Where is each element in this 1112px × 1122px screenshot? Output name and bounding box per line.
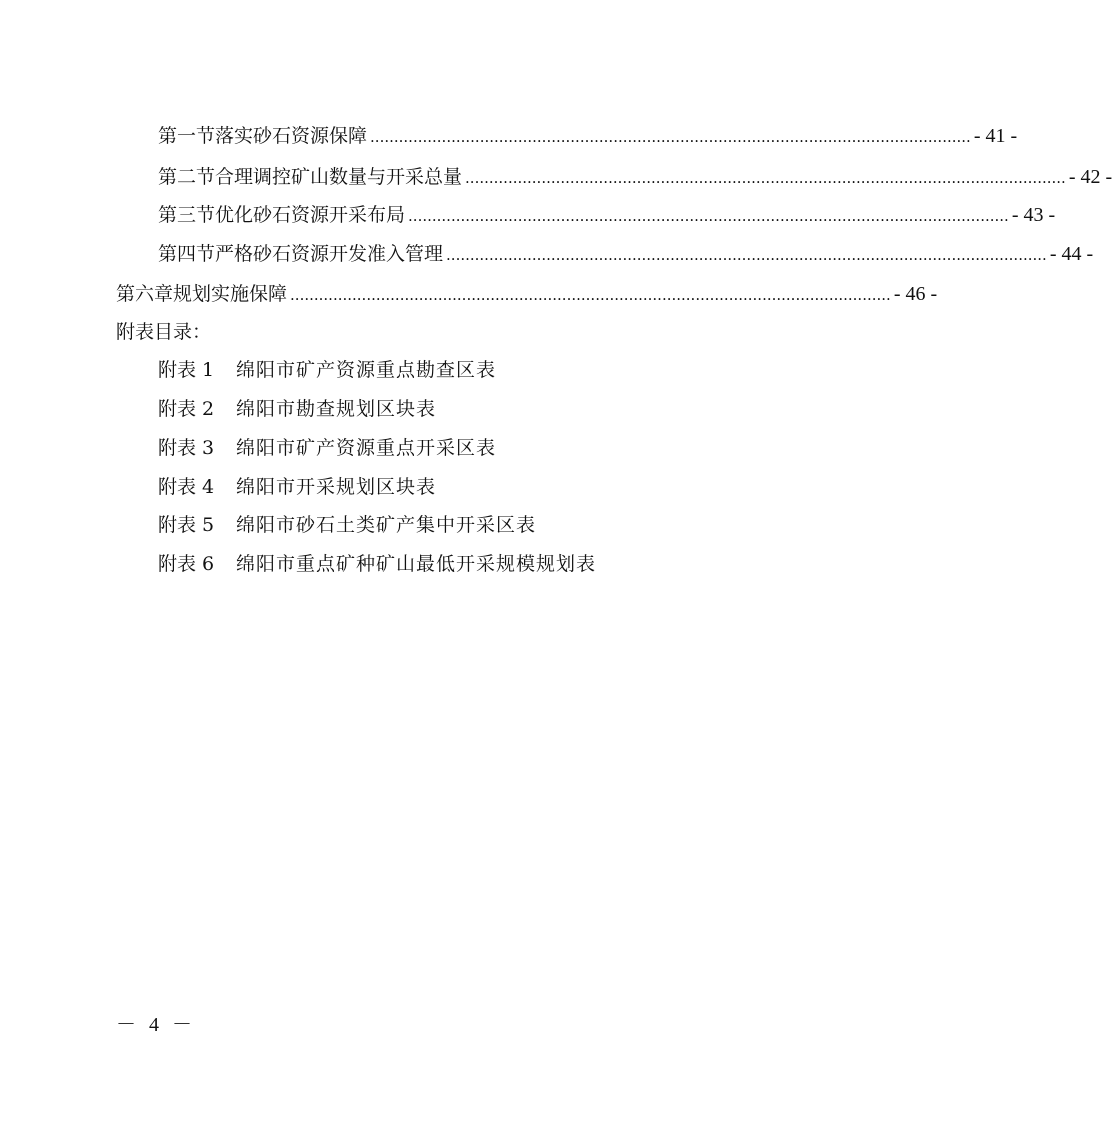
appendix-label: 附表 1 [158,359,215,381]
toc-title: 严格砂石资源开发准入管理 [215,243,444,265]
toc-entry-section-3[interactable] [158,203,1056,228]
appendix-label: 附表 2 [158,398,215,420]
toc-entry-section-2[interactable] [158,165,1112,190]
appendix-title: 绵阳市矿产资源重点开采区表 [236,437,497,459]
toc-leader-dots: .............................................................................................................................. [370,128,971,146]
toc-title: 优化砂石资源开采布局 [215,204,406,226]
toc-title: 落实砂石资源保障 [215,125,368,147]
toc-label: 第四节 [158,243,216,265]
toc-leader-dots: .............................................................................................................................. [290,286,891,304]
toc-title: 规划实施保障 [173,283,288,305]
toc-page-number: - 42 - [1068,166,1112,188]
appendix-title: 绵阳市开采规划区块表 [236,476,437,498]
appendix-title: 绵阳市重点矿种矿山最低开采规模规划表 [236,553,597,575]
appendix-item-1 [158,358,496,382]
toc-label: 第二节 [158,166,216,188]
appendix-item-3 [158,436,496,460]
toc-entry-section-1[interactable] [158,124,1018,149]
appendix-label: 附表 6 [158,553,215,575]
appendix-title: 绵阳市砂石土类矿产集中开采区表 [236,514,537,536]
toc-leader-dots: .............................................................................................................................. [446,246,1047,264]
appendix-item-2 [158,397,436,421]
toc-title: 合理调控矿山数量与开采总量 [215,166,463,188]
page-footer-number: － 4 － [116,1014,196,1036]
toc-label: 第三节 [158,204,216,226]
toc-page-number: - 46 - [893,283,938,305]
toc-entry-chapter-6[interactable] [116,282,938,307]
toc-leader-dots: .............................................................................................................................. [408,207,1009,225]
appendix-label: 附表 4 [158,476,215,498]
toc-leader-dots: .............................................................................................................................. [465,169,1066,187]
toc-page-number: - 43 - [1011,204,1056,226]
appendix-heading: 附表目录： [116,321,212,343]
appendix-label: 附表 5 [158,514,215,536]
toc-label: 第六章 [116,283,174,305]
toc-page-number: - 41 - [973,125,1018,147]
appendix-label: 附表 3 [158,437,215,459]
appendix-title: 绵阳市勘查规划区块表 [236,398,437,420]
appendix-item-6 [158,552,596,576]
appendix-title: 绵阳市矿产资源重点勘查区表 [236,359,497,381]
toc-label: 第一节 [158,125,216,147]
toc-page-number: - 44 - [1049,243,1094,265]
appendix-item-4 [158,475,436,499]
appendix-item-5 [158,513,536,537]
toc-entry-section-4[interactable] [158,242,1094,267]
